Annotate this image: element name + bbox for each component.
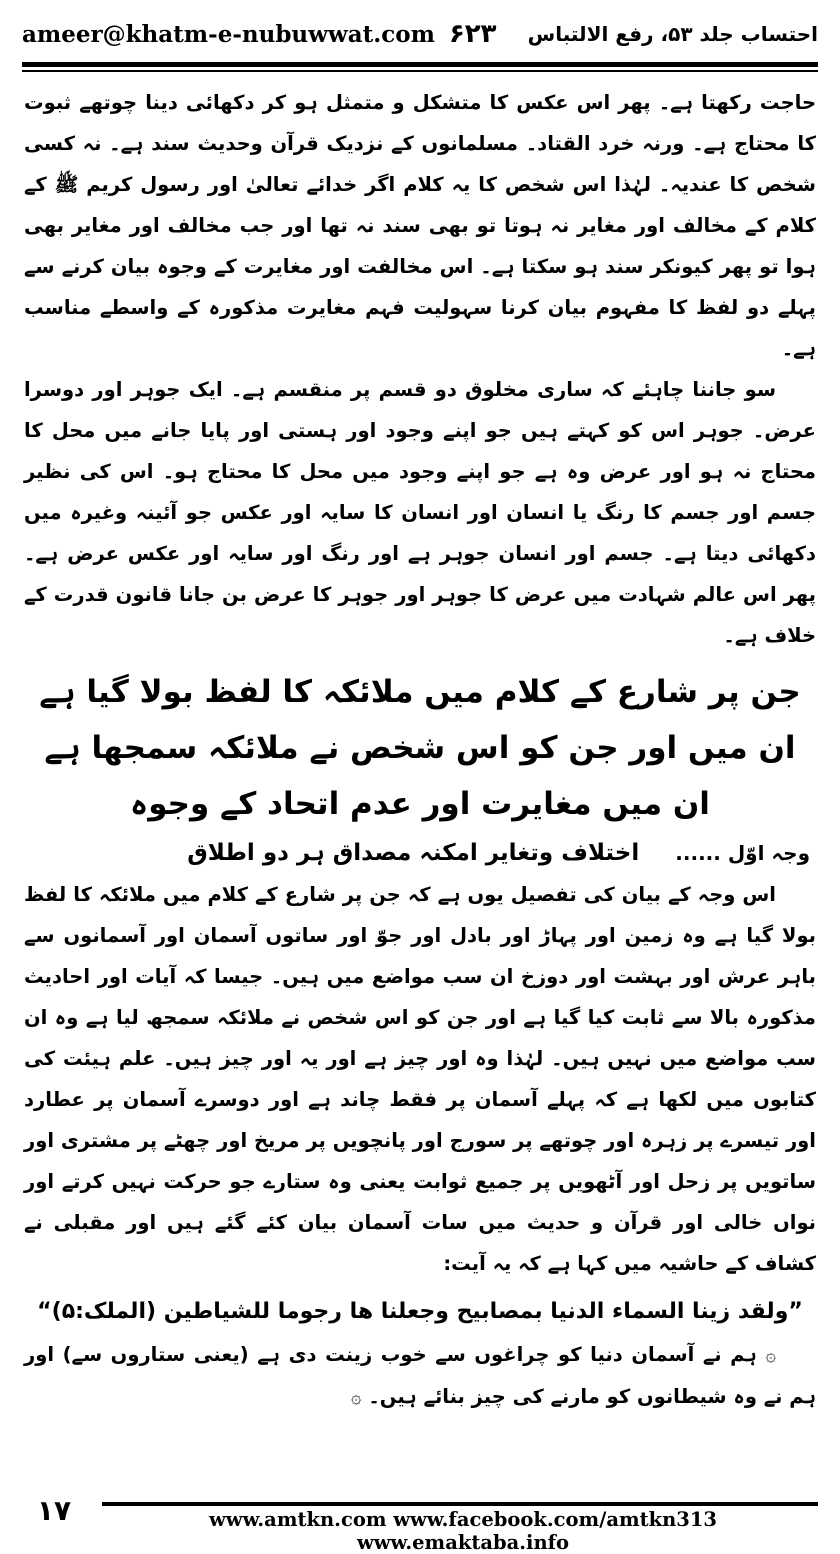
translation (24, 1334, 816, 1418)
page-header (22, 14, 818, 54)
subheading (24, 832, 816, 874)
footer-urls: www.amtkn.com www.facebook.com/amtkn313 www.emaktaba.info (209, 1508, 717, 1554)
ornament-open-icon: ۞ (765, 1345, 776, 1366)
paragraph-1: حاجت رکھتا ہے۔ پھر اس عکس کا متشکل و متمثل ہو کر دکھائی دینا چوتھے ثبوت کا محتاج ہے۔ ورنہ خرد القتاد۔ مسلمانوں کے نزدیک قرآن وحدیث سند ہے۔ نہ کسی شخص کا عندیہ۔ لہٰذا اس شخص کا یہ کلام اگر خدائے تعالیٰ اور رسول کریم ﷺ کے کلام کے مخالف اور مغایر نہ ہوتا تو بھی سند نہ تھا اور جب مخالف اور مغایر بھی ہوا تو پھر کیونکر سند ہو سکتا ہے۔ اس مخالفت اور مغایرت کے وجوہ بیان کرنے سے پہلے دو لفظ کا مفہوم بیان کرنا سہولیت فہم مغایرت مذکورہ کے واسطے مناسب ہے۔ (24, 91, 816, 360)
header-email: ameer@khatm-e-nubuwwat.com (22, 20, 435, 48)
subheading-label: وجہ اوّل ...... (675, 841, 810, 865)
folio-number: ۱۷ (36, 1493, 72, 1527)
ornament-close-icon: ۞ (351, 1387, 362, 1408)
header-page-number: ۶۲۳ (448, 19, 497, 49)
section-heading: جن پر شارع کے کلام میں ملائکہ کا لفظ بولا گیا ہے ان میں اور جن کو اس شخص نے ملائکہ سمجھا ہے ان میں مغایرت اور عدم اتحاد کے وجوہ (39, 674, 801, 822)
quran-verse: ”ولقد زینا السماء الدنیا بمصابیح وجعلنا ھا رجوما للشیاطین (الملک:۵)“ (37, 1299, 803, 1324)
page-content (24, 82, 816, 1418)
paragraph-2: سو جاننا چاہئے کہ ساری مخلوق دو قسم پر منقسم ہے۔ ایک جوہر اور دوسرا عرض۔ جوہر اس کو کہتے ہیں جو اپنے وجود اور ہستی اور پایا جانے میں محل کا محتاج نہ ہو اور عرض وہ ہے جو اپنے وجود میں محل کا محتاج ہو۔ اس کی نظیر جسم اور جسم کا رنگ یا انسان اور انسان کا سایہ اور عکس جو آئینہ وغیرہ میں دکھائی دیتا ہے۔ جسم اور انسان جوہر ہے اور رنگ اور سایہ اور عکس عرض ہے۔ پھر اس عالم شہادت میں عرض کا جوہر اور جوہر کا عرض بن جانا قانون قدرت کے خلاف ہے۔ (24, 378, 816, 647)
subheading-title: اختلاف وتغایر امکنہ مصداق ہر دو اطلاق (187, 840, 640, 866)
header-left (22, 19, 497, 49)
footer-rule (102, 1502, 818, 1506)
paragraph-3: اس وجہ کے بیان کی تفصیل یوں ہے کہ جن پر شارع کے کلام میں ملائکہ کا لفظ بولا گیا ہے وہ زمین اور پہاڑ اور بادل اور جوّ اور ساتوں آسمان اور آسمانوں سے باہر عرش اور بہشت اور دوزخ ان سب مواضع میں ہیں۔ جیسا کہ آیات اور احادیث مذکورہ بالا سے ثابت کیا گیا ہے اور جن کو اس شخص نے ملائکہ سمجھ لیا ہے وہ ان سب مواضع میں نہیں ہیں۔ لہٰذا وہ اور چیز ہے اور یہ اور چیز ہیں۔ علم ہیئت کی کتابوں میں لکھا ہے کہ پہلے آسمان پر فقط چاند ہے اور دوسرے آسمان پر عطارد اور تیسرے پر زہرہ اور چوتھے پر سورج اور پانچویں پر مریخ اور چھٹے پر مشتری اور ساتویں پر زحل اور آٹھویں پر جمیع ثوابت یعنی وہ ستارے جو حرکت نہیں کرتے اور نواں خالی اور قرآن و حدیث میں سات آسمان بیان کئے گئے ہیں اور مقبلی نے کشاف کے حاشیہ میں کہا ہے کہ یہ آیت: (24, 883, 816, 1275)
header-rule-thick (22, 62, 818, 67)
page-footer (22, 1490, 818, 1554)
header-rule-thin (22, 70, 818, 72)
header-book-title: احتساب جلد ۵۳، رفع الالتباس (527, 22, 818, 46)
translation-text: ہم نے آسمان دنیا کو چراغوں سے خوب زینت دی ہے (یعنی ستاروں سے) اور ہم نے وہ شیطانوں کو مارنے کی چیز بنائے ہیں۔ (24, 1343, 816, 1408)
